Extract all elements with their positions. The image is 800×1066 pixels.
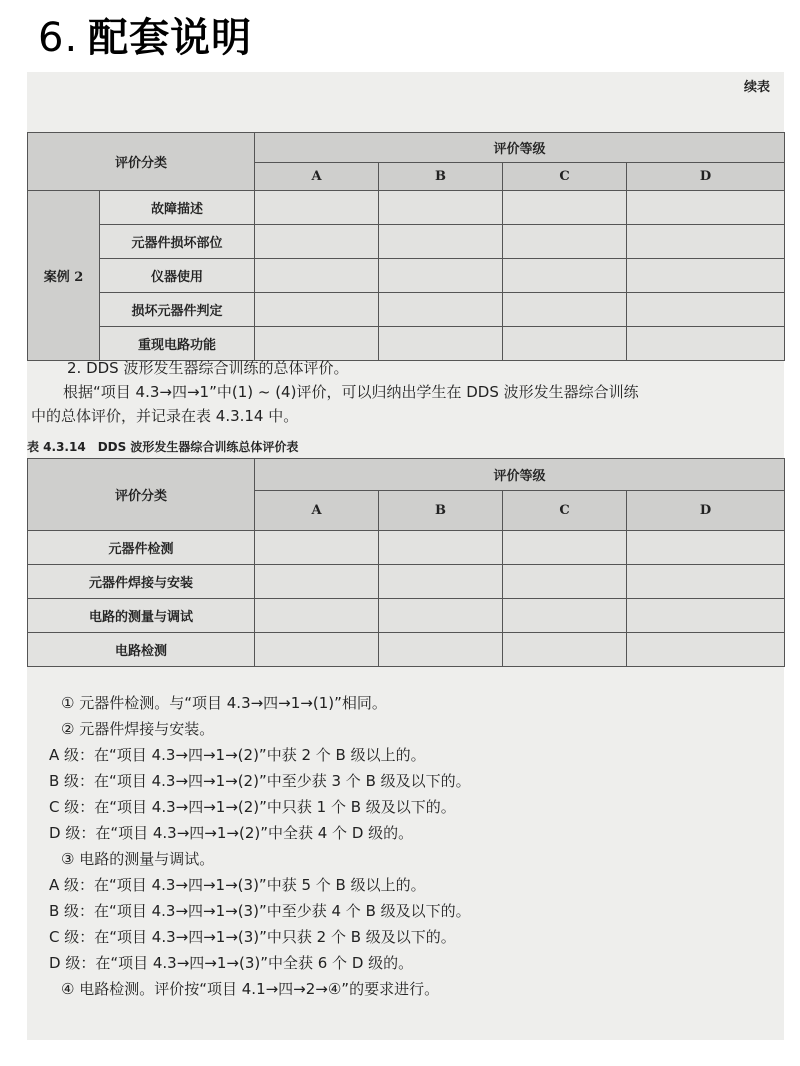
table1-cell xyxy=(503,259,627,293)
table1-row-label: 损坏元器件判定 xyxy=(100,293,255,327)
table1-grade-b: B xyxy=(379,163,503,191)
table2-category-header: 评价分类 xyxy=(28,459,255,531)
rule-line: ② 元器件焊接与安装。 xyxy=(61,720,215,738)
table1-category-header: 评价分类 xyxy=(28,133,255,191)
table2-grade-c: C xyxy=(503,491,627,531)
table1-row-label: 元器件损坏部位 xyxy=(100,225,255,259)
table1-group-label: 案例 2 xyxy=(28,191,100,361)
rule-line: C 级：在“项目 4.3→四→1→(3)”中只获 2 个 B 级及以下的。 xyxy=(49,928,456,946)
rule-line: ④ 电路检测。评价按“项目 4.1→四→2→④”的要求进行。 xyxy=(61,980,440,998)
page-heading xyxy=(38,6,252,63)
table1-grade-c: C xyxy=(503,163,627,191)
section2-paragraph-line2: 中的总体评价，并记录在表 4.3.14 中。 xyxy=(31,407,299,425)
table2-cell xyxy=(255,599,379,633)
section2-title: 2. DDS 波形发生器综合训练的总体评价。 xyxy=(67,359,349,377)
rule-line: B 级：在“项目 4.3→四→1→(3)”中至少获 4 个 B 级及以下的。 xyxy=(49,902,471,920)
rule-line: A 级：在“项目 4.3→四→1→(2)”中获 2 个 B 级以上的。 xyxy=(49,746,426,764)
table1-cell xyxy=(627,191,785,225)
table1-cell xyxy=(503,191,627,225)
continued-label: 续表 xyxy=(743,80,770,95)
table2-row-label: 元器件焊接与安装 xyxy=(28,565,255,599)
scanned-page xyxy=(27,72,784,1040)
table1-row-label: 仪器使用 xyxy=(100,259,255,293)
table2-cell xyxy=(503,599,627,633)
table2-cell xyxy=(255,531,379,565)
table2-caption: 表 4.3.14 DDS 波形发生器综合训练总体评价表 xyxy=(27,440,299,454)
table1-grade-header: 评价等级 xyxy=(255,133,785,163)
table1-row-label: 故障描述 xyxy=(100,191,255,225)
section2-paragraph-line1: 根据“项目 4.3→四→1”中(1) ~ (4)评价，可以归纳出学生在 DDS 波形发生器综合训练 xyxy=(63,383,639,401)
heading-title: 配套说明 xyxy=(88,15,253,61)
rule-line: C 级：在“项目 4.3→四→1→(2)”中只获 1 个 B 级及以下的。 xyxy=(49,798,456,816)
table1-cell xyxy=(255,259,379,293)
table2-cell xyxy=(379,531,503,565)
table2-cell xyxy=(503,531,627,565)
table2-cell xyxy=(255,565,379,599)
table2-row-label: 元器件检测 xyxy=(28,531,255,565)
table2-grade-a: A xyxy=(255,491,379,531)
rule-line: A 级：在“项目 4.3→四→1→(3)”中获 5 个 B 级以上的。 xyxy=(49,876,426,894)
table1-cell xyxy=(255,293,379,327)
table2-cell xyxy=(627,599,785,633)
table1-grade-a: A xyxy=(255,163,379,191)
table1-cell xyxy=(503,225,627,259)
table2-cell xyxy=(503,633,627,667)
table1-cell xyxy=(379,259,503,293)
table2-cell xyxy=(255,633,379,667)
table2-row-label: 电路检测 xyxy=(28,633,255,667)
table2-cell xyxy=(379,599,503,633)
rule-line: B 级：在“项目 4.3→四→1→(2)”中至少获 3 个 B 级及以下的。 xyxy=(49,772,471,790)
rule-line: ① 元器件检测。与“项目 4.3→四→1→(1)”相同。 xyxy=(61,694,387,712)
table1-cell xyxy=(255,225,379,259)
overall-evaluation-table xyxy=(27,458,785,667)
rule-line: D 级：在“项目 4.3→四→1→(2)”中全获 4 个 D 级的。 xyxy=(49,824,414,842)
rule-line: ③ 电路的测量与调试。 xyxy=(61,850,215,868)
evaluation-table-continued xyxy=(27,132,785,361)
table1-cell xyxy=(627,259,785,293)
table2-row-label: 电路的测量与调试 xyxy=(28,599,255,633)
table1-cell xyxy=(379,191,503,225)
table2-cell xyxy=(627,633,785,667)
table1-grade-d: D xyxy=(627,163,785,191)
heading-number: 6. xyxy=(38,15,79,61)
table2-grade-d: D xyxy=(627,491,785,531)
table1-cell xyxy=(255,191,379,225)
rule-line: D 级：在“项目 4.3→四→1→(3)”中全获 6 个 D 级的。 xyxy=(49,954,414,972)
table1-cell xyxy=(503,293,627,327)
table2-cell xyxy=(627,565,785,599)
evaluation-rules xyxy=(49,690,777,1002)
table2-cell xyxy=(379,565,503,599)
table1-cell xyxy=(379,225,503,259)
table2-grade-b: B xyxy=(379,491,503,531)
table2-cell xyxy=(379,633,503,667)
table1-cell xyxy=(379,293,503,327)
table1-row-label: 重现电路功能 xyxy=(100,327,255,361)
table2-cell xyxy=(627,531,785,565)
table2-grade-header: 评价等级 xyxy=(255,459,785,491)
table1-cell xyxy=(627,225,785,259)
table1-cell xyxy=(627,293,785,327)
table2-cell xyxy=(503,565,627,599)
